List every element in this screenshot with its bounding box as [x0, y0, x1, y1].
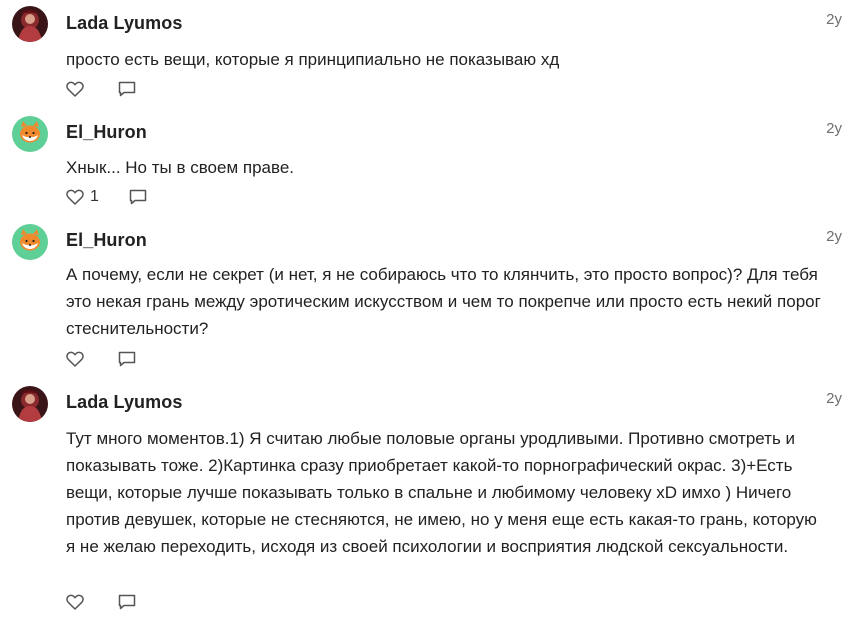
reply-button[interactable] [118, 81, 136, 97]
comment-actions [66, 591, 136, 613]
like-button[interactable] [66, 351, 84, 367]
avatar[interactable] [12, 224, 48, 260]
speech-bubble-icon [129, 189, 147, 205]
comment-author[interactable]: El_Huron [66, 122, 147, 142]
reply-button[interactable] [129, 189, 147, 205]
avatar[interactable] [12, 116, 48, 152]
heart-outline-icon [66, 351, 84, 367]
heart-outline-icon [66, 81, 84, 97]
avatar[interactable] [12, 6, 48, 42]
comment-timestamp: 2y [826, 228, 842, 245]
speech-bubble-icon [118, 594, 136, 610]
heart-outline-icon [66, 594, 84, 610]
like-button[interactable] [66, 188, 99, 206]
comment-author[interactable]: Lada Lyumos [66, 392, 183, 412]
fox-avatar-icon [12, 116, 48, 152]
comment-actions [66, 348, 136, 370]
user-photo-icon [12, 386, 48, 422]
comment-timestamp: 2y [826, 120, 842, 137]
comment-timestamp: 2y [826, 390, 842, 407]
comment-actions [66, 78, 136, 100]
comment-author[interactable]: El_Huron [66, 230, 147, 250]
speech-bubble-icon [118, 351, 136, 367]
like-button[interactable] [66, 594, 84, 610]
comment-text: А почему, если не секрет (и нет, я не собираюсь что то клянчить, это просто вопрос)? Для тебя это некая грань между эротическим искусством и чем то покрепче или просто есть некий порог стеснительности? [66, 265, 821, 338]
speech-bubble-icon [118, 81, 136, 97]
comment-actions [66, 186, 147, 208]
comment-item [0, 216, 860, 378]
user-photo-icon [12, 6, 48, 42]
avatar[interactable] [12, 386, 48, 422]
comment-text: просто есть вещи, которые я принципиально не показываю хд [66, 50, 560, 69]
like-count: 1 [90, 188, 99, 205]
reply-button[interactable] [118, 351, 136, 367]
fox-avatar-icon [12, 224, 48, 260]
heart-outline-icon [66, 189, 84, 205]
comment-text: Хнык... Но ты в своем праве. [66, 158, 295, 177]
comment-author[interactable]: Lada Lyumos [66, 13, 183, 33]
comment-text: Тут много моментов.1) Я считаю любые половые органы уродливыми. Противно смотреть и показывать тоже. 2)Картинка сразу приобретает какой-то порнографический окрас. 3)+Есть вещи, которые лучше показывать только в спальне и любимому человеку xD имхо ) Ничего против девушек, которые не стесняются, не имею, но у меня еще есть какая-то грань, которую я не желаю переходить, исходя из своей психологии и восприятия людской сексуальности. [66, 429, 817, 556]
comment-item [0, 378, 860, 622]
comment-timestamp: 2y [826, 11, 842, 28]
reply-button[interactable] [118, 594, 136, 610]
comment-item [0, 0, 860, 108]
like-button[interactable] [66, 81, 84, 97]
comment-item [0, 108, 860, 216]
